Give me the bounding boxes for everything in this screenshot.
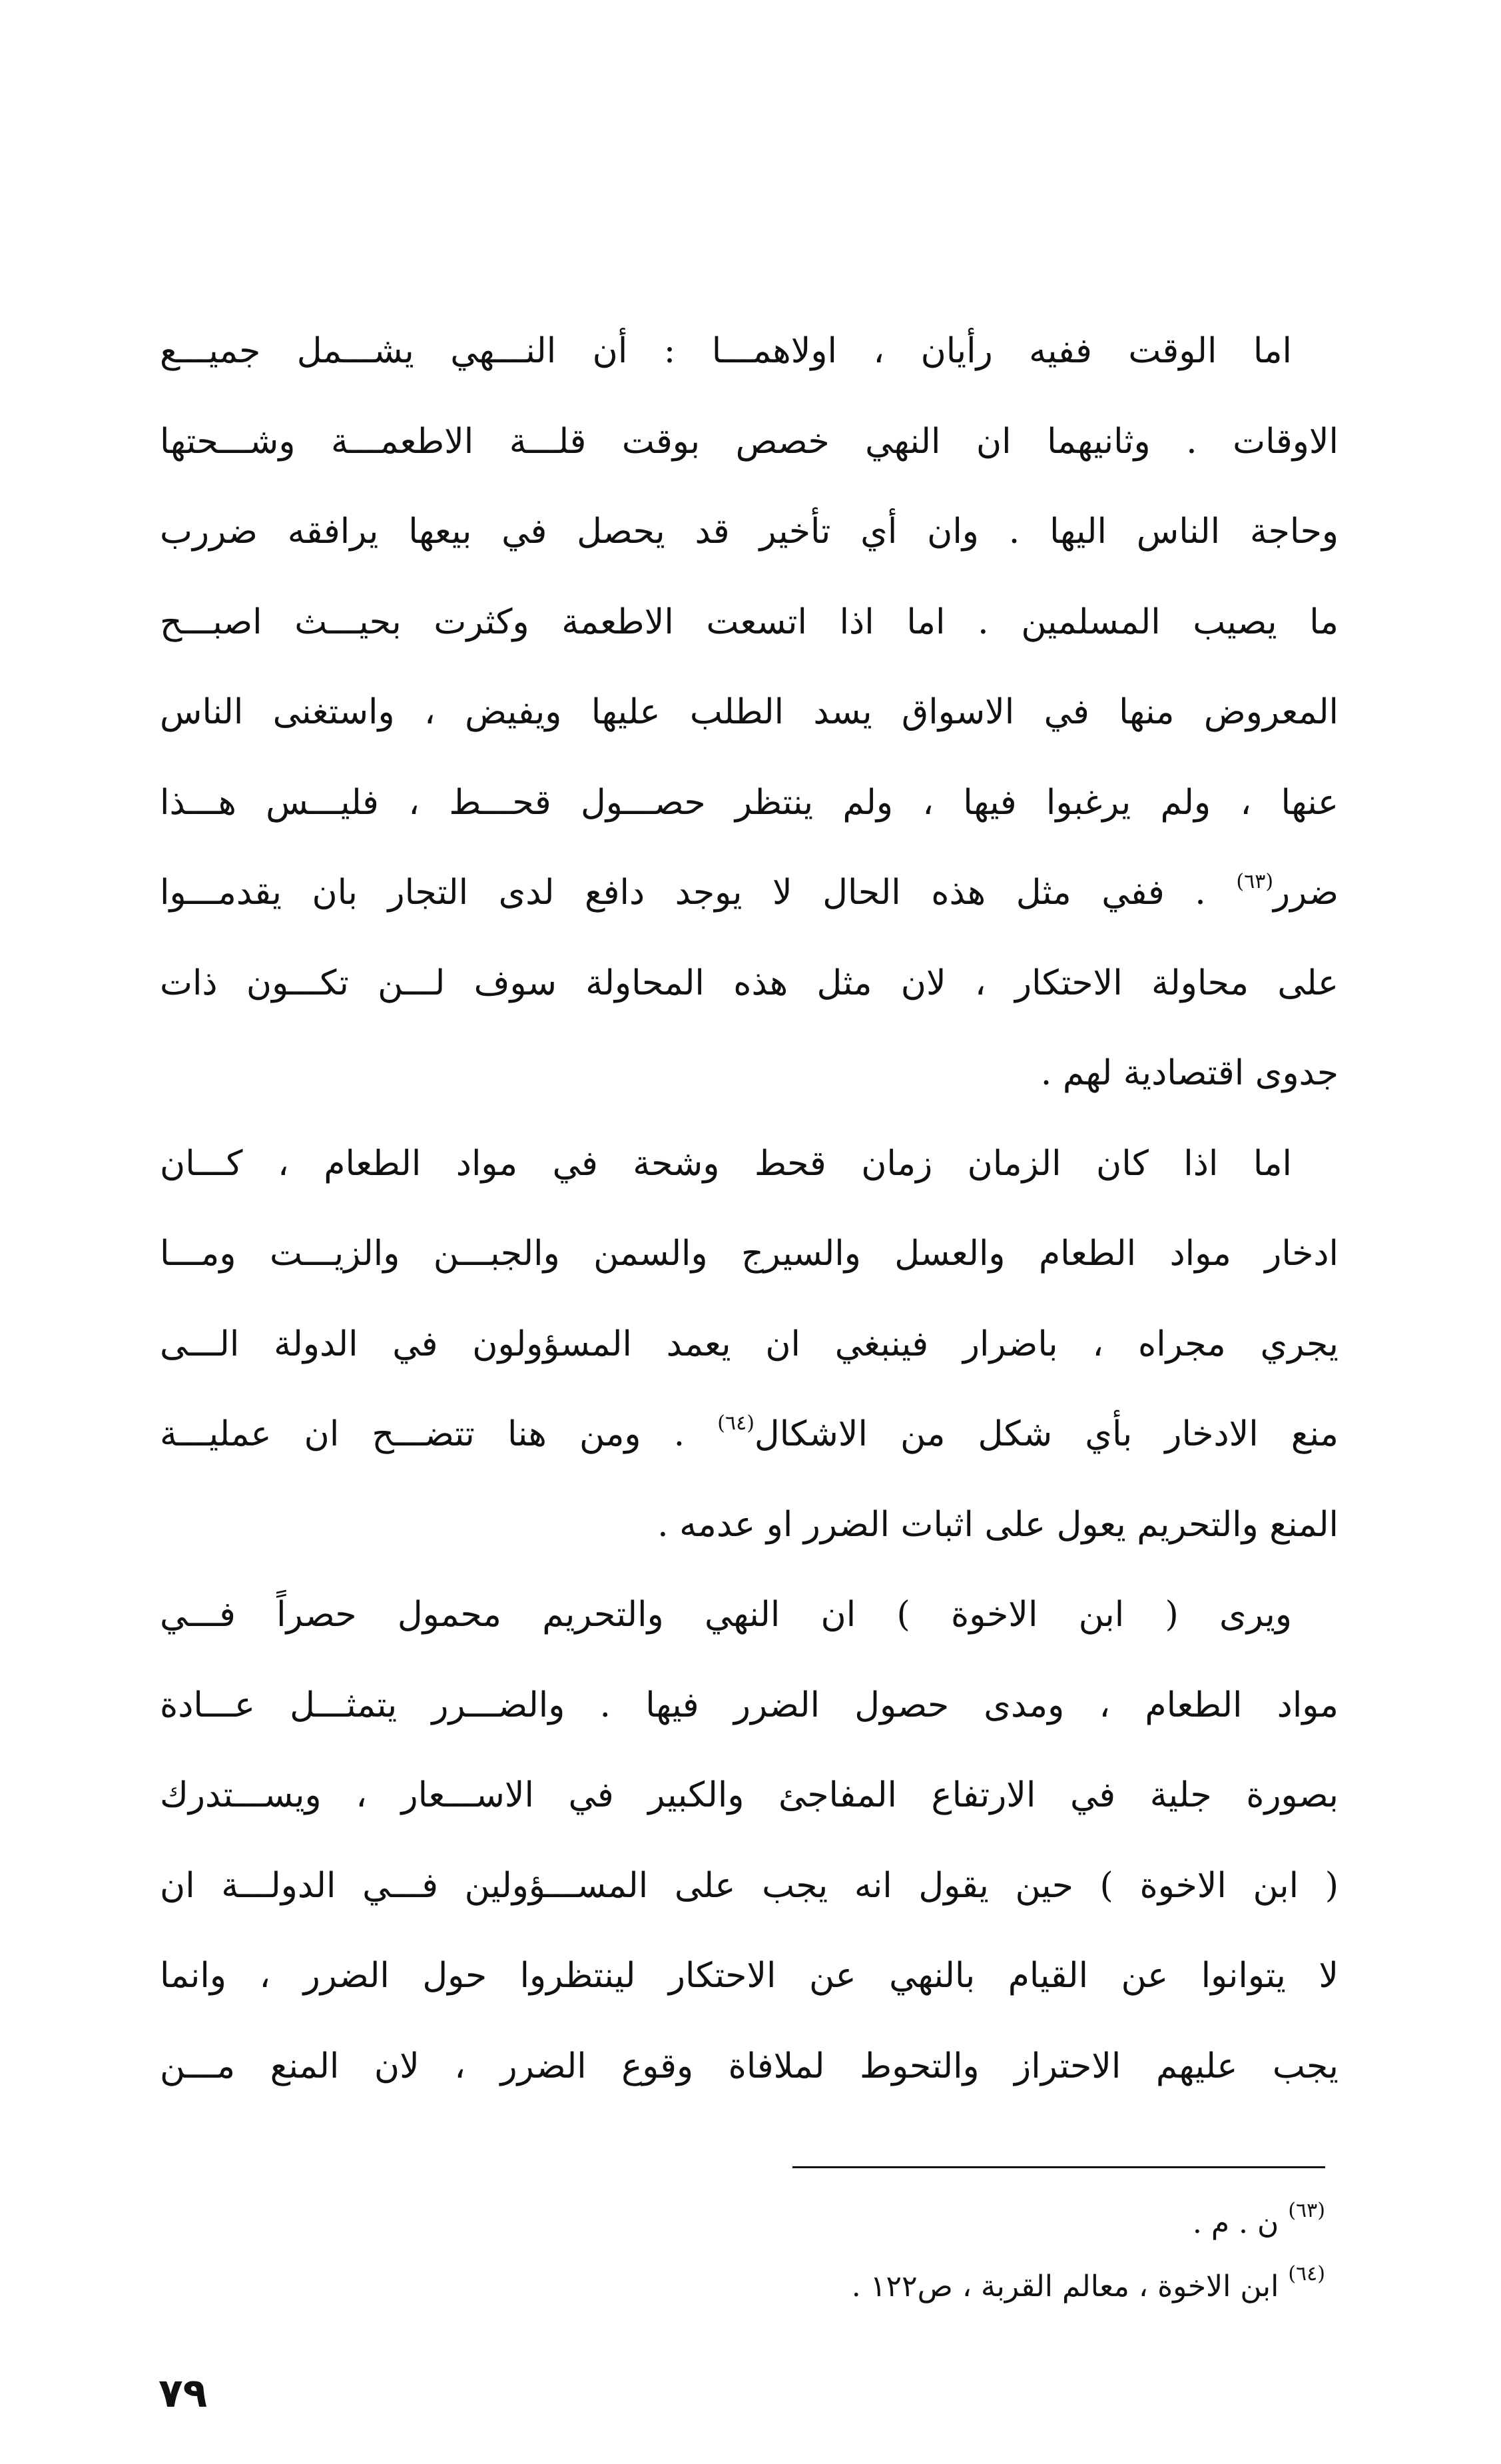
footnote-number: (٦٣) [1288, 2199, 1325, 2222]
text-line: ( ابن الاخوة ) حين يقول انه يجب على المســـؤولين فـــي الدولـــة ان [160, 1865, 1339, 1906]
text-line: المنع والتحريم يعول على اثبات الضرر او عدمه . [657, 1504, 1339, 1545]
footnote [666, 2192, 1325, 2255]
text-line: يجب عليهم الاحتراز والتحوط لملافاة وقوع الضرر ، لان المنع مـــن [160, 2046, 1339, 2086]
footnote-number: (٦٤) [1288, 2262, 1325, 2285]
text-line: وحاجة الناس اليها . وان أي تأخير قد يحصل في بيعها يرافقه ضررب [160, 512, 1339, 552]
body-text [160, 306, 1339, 2112]
footnote-ref: (٦٣) [1236, 870, 1274, 893]
footnote-text: ن . م . [1192, 2206, 1289, 2240]
footnote-text: ابن الاخوة ، معالم القربة ، ص١٢٢ . [851, 2269, 1289, 2303]
text-line: يجري مجراه ، باضرار فينبغي ان يعمد المسؤولون في الدولة الـــى [160, 1324, 1339, 1364]
footnote-divider [792, 2166, 1325, 2168]
text-line: ويرى ( ابن الاخوة ) ان النهي والتحريم محمول حصراً فـــي [160, 1595, 1292, 1635]
text-line: لا يتوانوا عن القيام بالنهي عن الاحتكار لينتظروا حول الضرر ، وانما [160, 1956, 1339, 1996]
text-line: ضرر$^{(٦٣)}$ . ففي مثل هذه الحال لا يوجد دافع لدى التجار بان يقدمـــوا [160, 870, 1339, 913]
footnote-ref: (٦٤) [717, 1412, 754, 1435]
text-line: عنها ، ولم يرغبوا فيها ، ولم ينتظر حصـــول قحـــط ، فليـــس هـــذا [160, 782, 1339, 823]
text-line: جدوى اقتصادية لهم . [1040, 1053, 1339, 1093]
text-line: على محاولة الاحتكار ، لان مثل هذه المحاولة سوف لـــن تكـــون ذات [160, 963, 1339, 1003]
text-line: منع الادخار بأي شكل من الاشكال$^{(٦٤)}$ . ومن هنا تتضـــح ان عمليـــة [160, 1412, 1339, 1454]
text-line: اما اذا كان الزمان زمان قحط وشحة في مواد الطعام ، كـــان [160, 1143, 1292, 1184]
text-line: ما يصيب المسلمين . اما اذا اتسعت الاطعمة وكثرت بحيـــث اصبـــح [160, 602, 1339, 642]
footnote [666, 2255, 1325, 2318]
footnotes [666, 2192, 1325, 2318]
text-line: مواد الطعام ، ومدى حصول الضرر فيها . والضـــرر يتمثـــل عـــادة [160, 1685, 1339, 1725]
text-line: المعروض منها في الاسواق يسد الطلب عليها ويفيض ، واستغنى الناس [160, 692, 1339, 732]
text-line: ادخار مواد الطعام والعسل والسيرج والسمن والجبـــن والزيـــت ومـــا [160, 1234, 1339, 1274]
text-line: بصورة جلية في الارتفاع المفاجئ والكبير في الاســـعار ، ويســـتدرك [160, 1775, 1339, 1815]
page-number: ٧٩ [158, 2370, 208, 2417]
text-line: اما الوقت ففيه رأيان ، اولاهمـــا : أن النـــهي يشـــمل جميـــع [160, 331, 1292, 371]
text-line: الاوقات . وثانيهما ان النهي خصص بوقت قلـــة الاطعمـــة وشـــحتها [160, 421, 1339, 462]
